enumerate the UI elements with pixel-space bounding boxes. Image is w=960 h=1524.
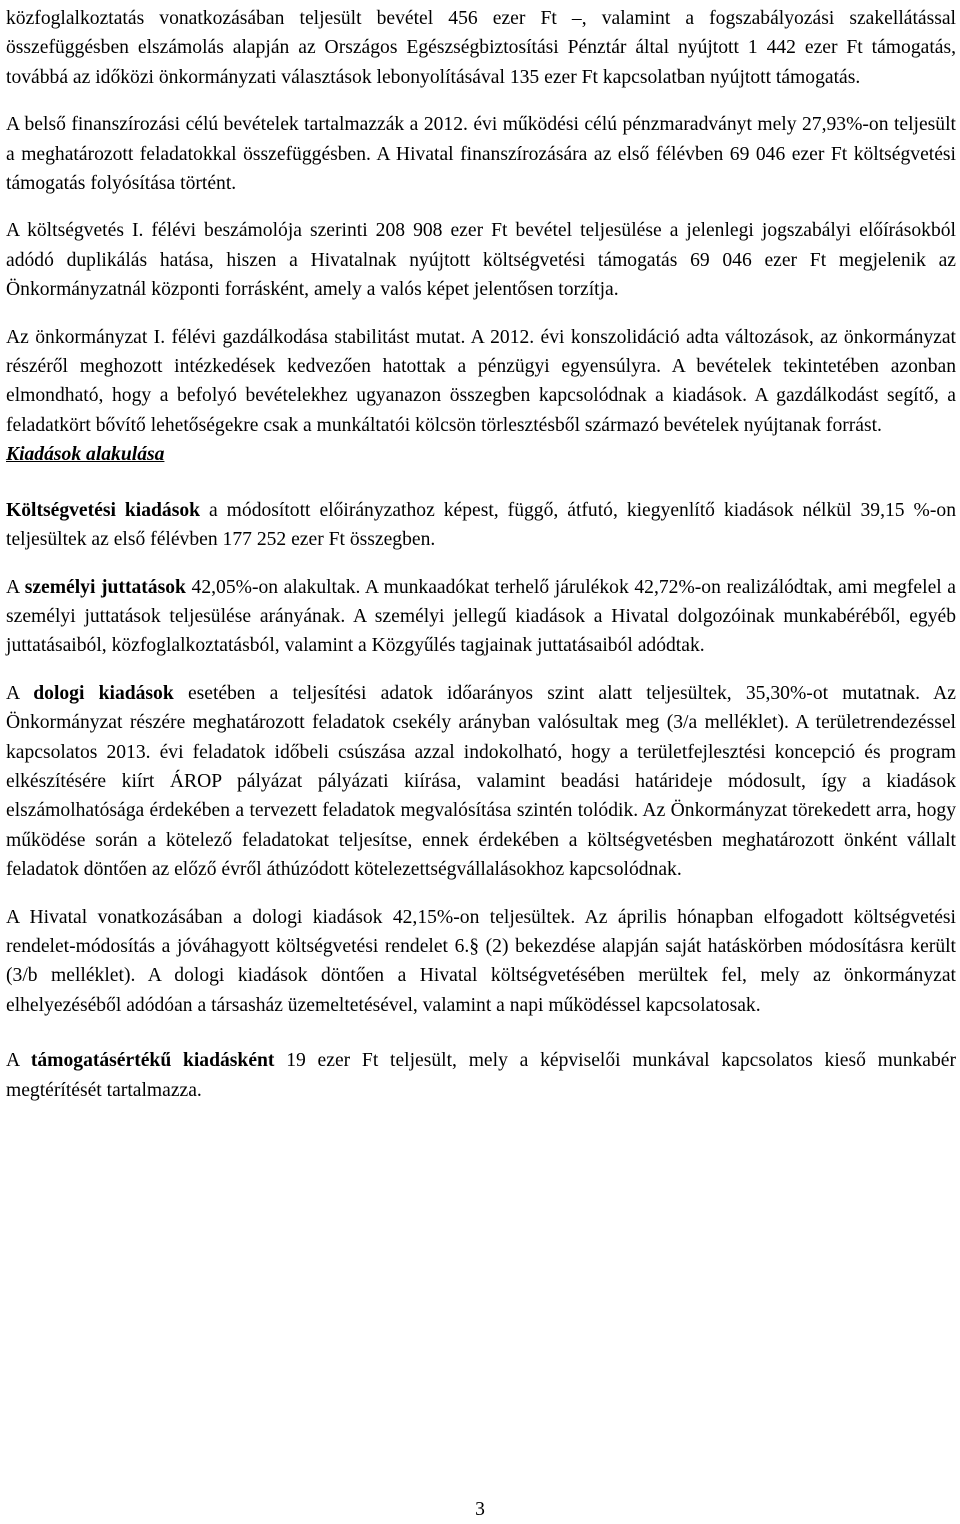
paragraph-budget-expenditures <box>6 496 956 555</box>
paragraph-text: A <box>6 576 25 598</box>
paragraph-revenue-support: közfoglalkoztatás vonatkozásában teljesült bevétel 456 ezer Ft –, valamint a fogszabályozási szakellátással összefüggésben elszámolás alapján az Országos Egészségbiztosítási Pénztár által nyújtott 1 442 ezer Ft támogatás, továbbá az időközi önkormányzati választások lebonyolításával 135 ezer Ft kapcsolatban nyújtott támogatás. <box>6 8 956 88</box>
section-heading: Kiadások alakulása <box>6 444 165 466</box>
paragraph-text: 19 ezer Ft teljesült, mely a képviselői munkával kapcsolatos kieső munkabér megtérítését tartalmazza. <box>6 1050 957 1101</box>
paragraph-support-expenditure <box>6 1046 956 1105</box>
paragraph-internal-financing: A belső finanszírozási célú bevételek tartalmazzák a 2012. évi működési célú pénzmaradványt mely 27,93%-on teljesült a meghatározott feladatokkal összefüggésben. A Hivatal finanszírozására az első félévben 69 046 ezer Ft költségvetési támogatás folyósítása történt. <box>6 114 956 195</box>
paragraph-municipality-management: Az önkormányzat I. félévi gazdálkodása stabilitást mutat. A 2012. évi konszolidáció adta változások, az önkormányzat részéről meghozott intézkedések kedvezően hatottak a pénzügyi egyensúlyra. A bevételek tekintetében azonban elmondható, hogy a befolyó bevételekhez ugyanazon összegben kapcsolódnak a kiadások. A gazdálkodást segítő, a feladatkört bővítő lehetőségekre csak a munkáltatói kölcsön törlesztésből származó bevételek nyújtanak forrást. <box>6 326 956 436</box>
bold-term: személyi juttatások <box>24 576 186 598</box>
bold-term: Költségvetési kiadások <box>6 499 201 521</box>
paragraph-material-expenses <box>6 679 956 885</box>
paragraph-budget-report: A költségvetés I. félévi beszámolója szerinti 208 908 ezer Ft bevétel teljesülése a jelenlegi jogszabályi előírásokból adódó duplikálás hatása, hiszen a Hivatalnak nyújtott költségvetési támogatás 69 046 ezer Ft megjelenik az Önkormányzatnál központi forrásként, amely a valós képet jelentősen torzítja. <box>6 220 956 301</box>
paragraph-text: 42,05%-on alakultak. A munkaadókat terhelő járulékok 42,72%-on realizálódtak, ami megfelel a személyi juttatások teljesülése arányának. A személyi jellegű kiadások a Hivatal dolgozóinak munkabéréből, egyéb juttatásaiból, közfoglalkoztatásból, valamint a Közgyűlés tagjainak juttatásaiból adódtak. <box>6 576 957 657</box>
document-page <box>6 4 956 1105</box>
bold-term: támogatásértékű kiadásként <box>30 1050 275 1072</box>
paragraph-text: A <box>6 1050 31 1072</box>
paragraph-office-expenses: A Hivatal vonatkozásában a dologi kiadások 42,15%-on teljesültek. Az április hónapban elfogadott költségvetési rendelet-módosítás a jóváhagyott költségvetési rendelet 6.§ (2) bekezdése alapján saját hatáskörben módosításra került (3/b melléklet). A dologi kiadások döntően a Hivatal költségvetésében merültek fel, mely az önkormányzat elhelyezéséből adódóan a társasház üzemeltetésével, valamint a napi működéssel kapcsolatosak. <box>6 906 956 1016</box>
paragraph-text: a módosított előirányzathoz képest, függő, átfutó, kiegyenlítő kiadások nélkül 39,15 %-on teljesültek az első félévben 177 252 ezer Ft összegben. <box>6 499 956 551</box>
paragraph-text: esetében a teljesítési adatok időarányos szint alatt teljesültek, 35,30%-ot mutatnak. Az Önkormányzat részére meghatározott feladatok csekély arányban valósultak meg (3/a melléklet). A területrendezéssel kapcsolatos 2013. évi feladatok időbeli csúszása azzal indokolható, hogy a területfejlesztési koncepció és program elkészítésére kiírt ÁROP pályázat pályázati kiírása, valamint beadási határideje módosult, így a kiadások elszámolhatósága érdekében a tervezett feladatok megvalósítása szintén tolódik. Az Önkormányzat törekedett arra, hogy működése során a kötelező feladatokat teljesítse, ennek érdekében a költségvetésben meghatározott önként vállalt feladatok döntően az előző évről áthúzódott kötelezettségvállalásokhoz kapcsolódnak. <box>6 682 956 881</box>
paragraph-text: A <box>6 682 34 704</box>
page-number: 3 <box>475 1499 485 1520</box>
bold-term: dologi kiadások <box>33 682 174 704</box>
paragraph-personnel-benefits <box>6 573 956 661</box>
